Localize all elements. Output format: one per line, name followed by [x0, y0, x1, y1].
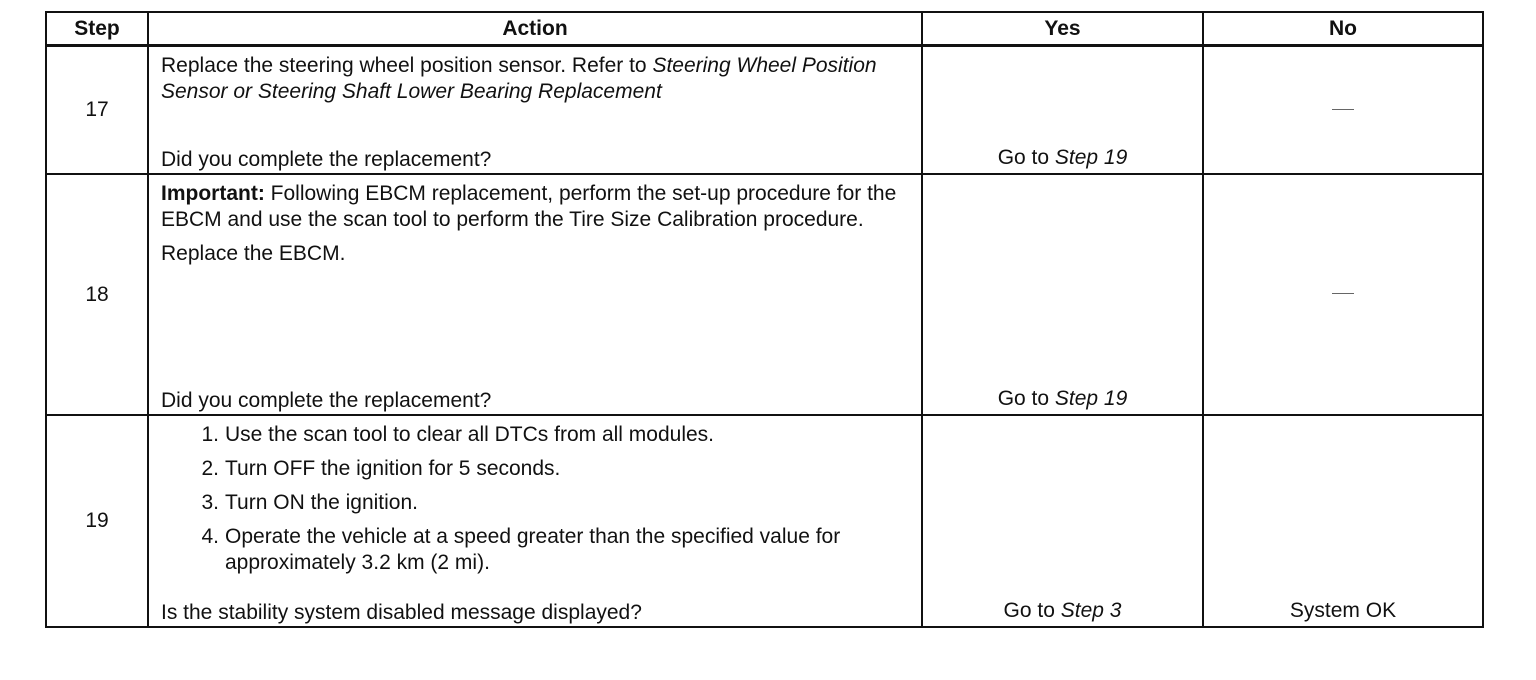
header-no: No: [1203, 12, 1483, 46]
yes-cell: [922, 415, 1203, 627]
step-number: 19: [46, 415, 148, 627]
yes-prefix: Go to: [1003, 599, 1061, 622]
important-text: Following EBCM replacement, perform the set-up procedure for the EBCM and use the scan tool to perform the Tire Size Calibration procedure.: [161, 182, 897, 231]
yes-cell: [922, 46, 1203, 175]
no-dash: [1332, 109, 1354, 110]
no-cell: [1203, 46, 1483, 175]
yes-step-link[interactable]: Step 3: [1060, 599, 1122, 622]
action-question: Did you complete the replacement?: [161, 389, 492, 412]
header-step: Step: [46, 12, 148, 46]
diagnostic-table-container: [45, 11, 1482, 628]
action-cell: [148, 415, 922, 627]
table-row-step-18: [46, 174, 1483, 415]
yes-step-link[interactable]: Step 19: [1054, 146, 1128, 169]
list-item: 4. Operate the vehicle at a speed greater than the specified value for approximately 3.2 km (2 mi).: [201, 525, 841, 574]
list-item: 2. Turn OFF the ignition for 5 seconds.: [201, 457, 561, 480]
header-row: [46, 12, 1483, 46]
important-note: [161, 181, 909, 233]
action-cell: [148, 174, 922, 415]
action-text: Replace the steering wheel position sensor. Refer to: [161, 54, 653, 77]
action-question: Is the stability system disabled message displayed?: [161, 601, 642, 624]
step-number: 17: [46, 46, 148, 175]
diagnostic-table: [45, 11, 1484, 628]
no-dash: [1332, 293, 1354, 294]
action-question: Did you complete the replacement?: [161, 148, 492, 171]
important-label: Important:: [161, 182, 265, 205]
no-cell: System OK: [1203, 415, 1483, 627]
yes-step-link[interactable]: Step 19: [1054, 387, 1128, 410]
no-cell: [1203, 174, 1483, 415]
substep-list: [161, 422, 909, 584]
action-instruction: Replace the EBCM.: [161, 242, 346, 265]
list-item: 1. Use the scan tool to clear all DTCs from all modules.: [201, 423, 715, 446]
table-row-step-17: [46, 46, 1483, 175]
yes-prefix: Go to: [997, 387, 1055, 410]
yes-cell: [922, 174, 1203, 415]
action-cell: [148, 46, 922, 175]
action-instruction: [161, 53, 909, 105]
table-row-step-19: [46, 415, 1483, 627]
yes-prefix: Go to: [997, 146, 1055, 169]
header-action: Action: [148, 12, 922, 46]
action-reference-link[interactable]: Steering Wheel Position Sensor or Steering Shaft Lower Bearing Replacement: [161, 54, 877, 103]
header-yes: Yes: [922, 12, 1203, 46]
step-number: 18: [46, 174, 148, 415]
list-item: 3. Turn ON the ignition.: [201, 491, 418, 514]
